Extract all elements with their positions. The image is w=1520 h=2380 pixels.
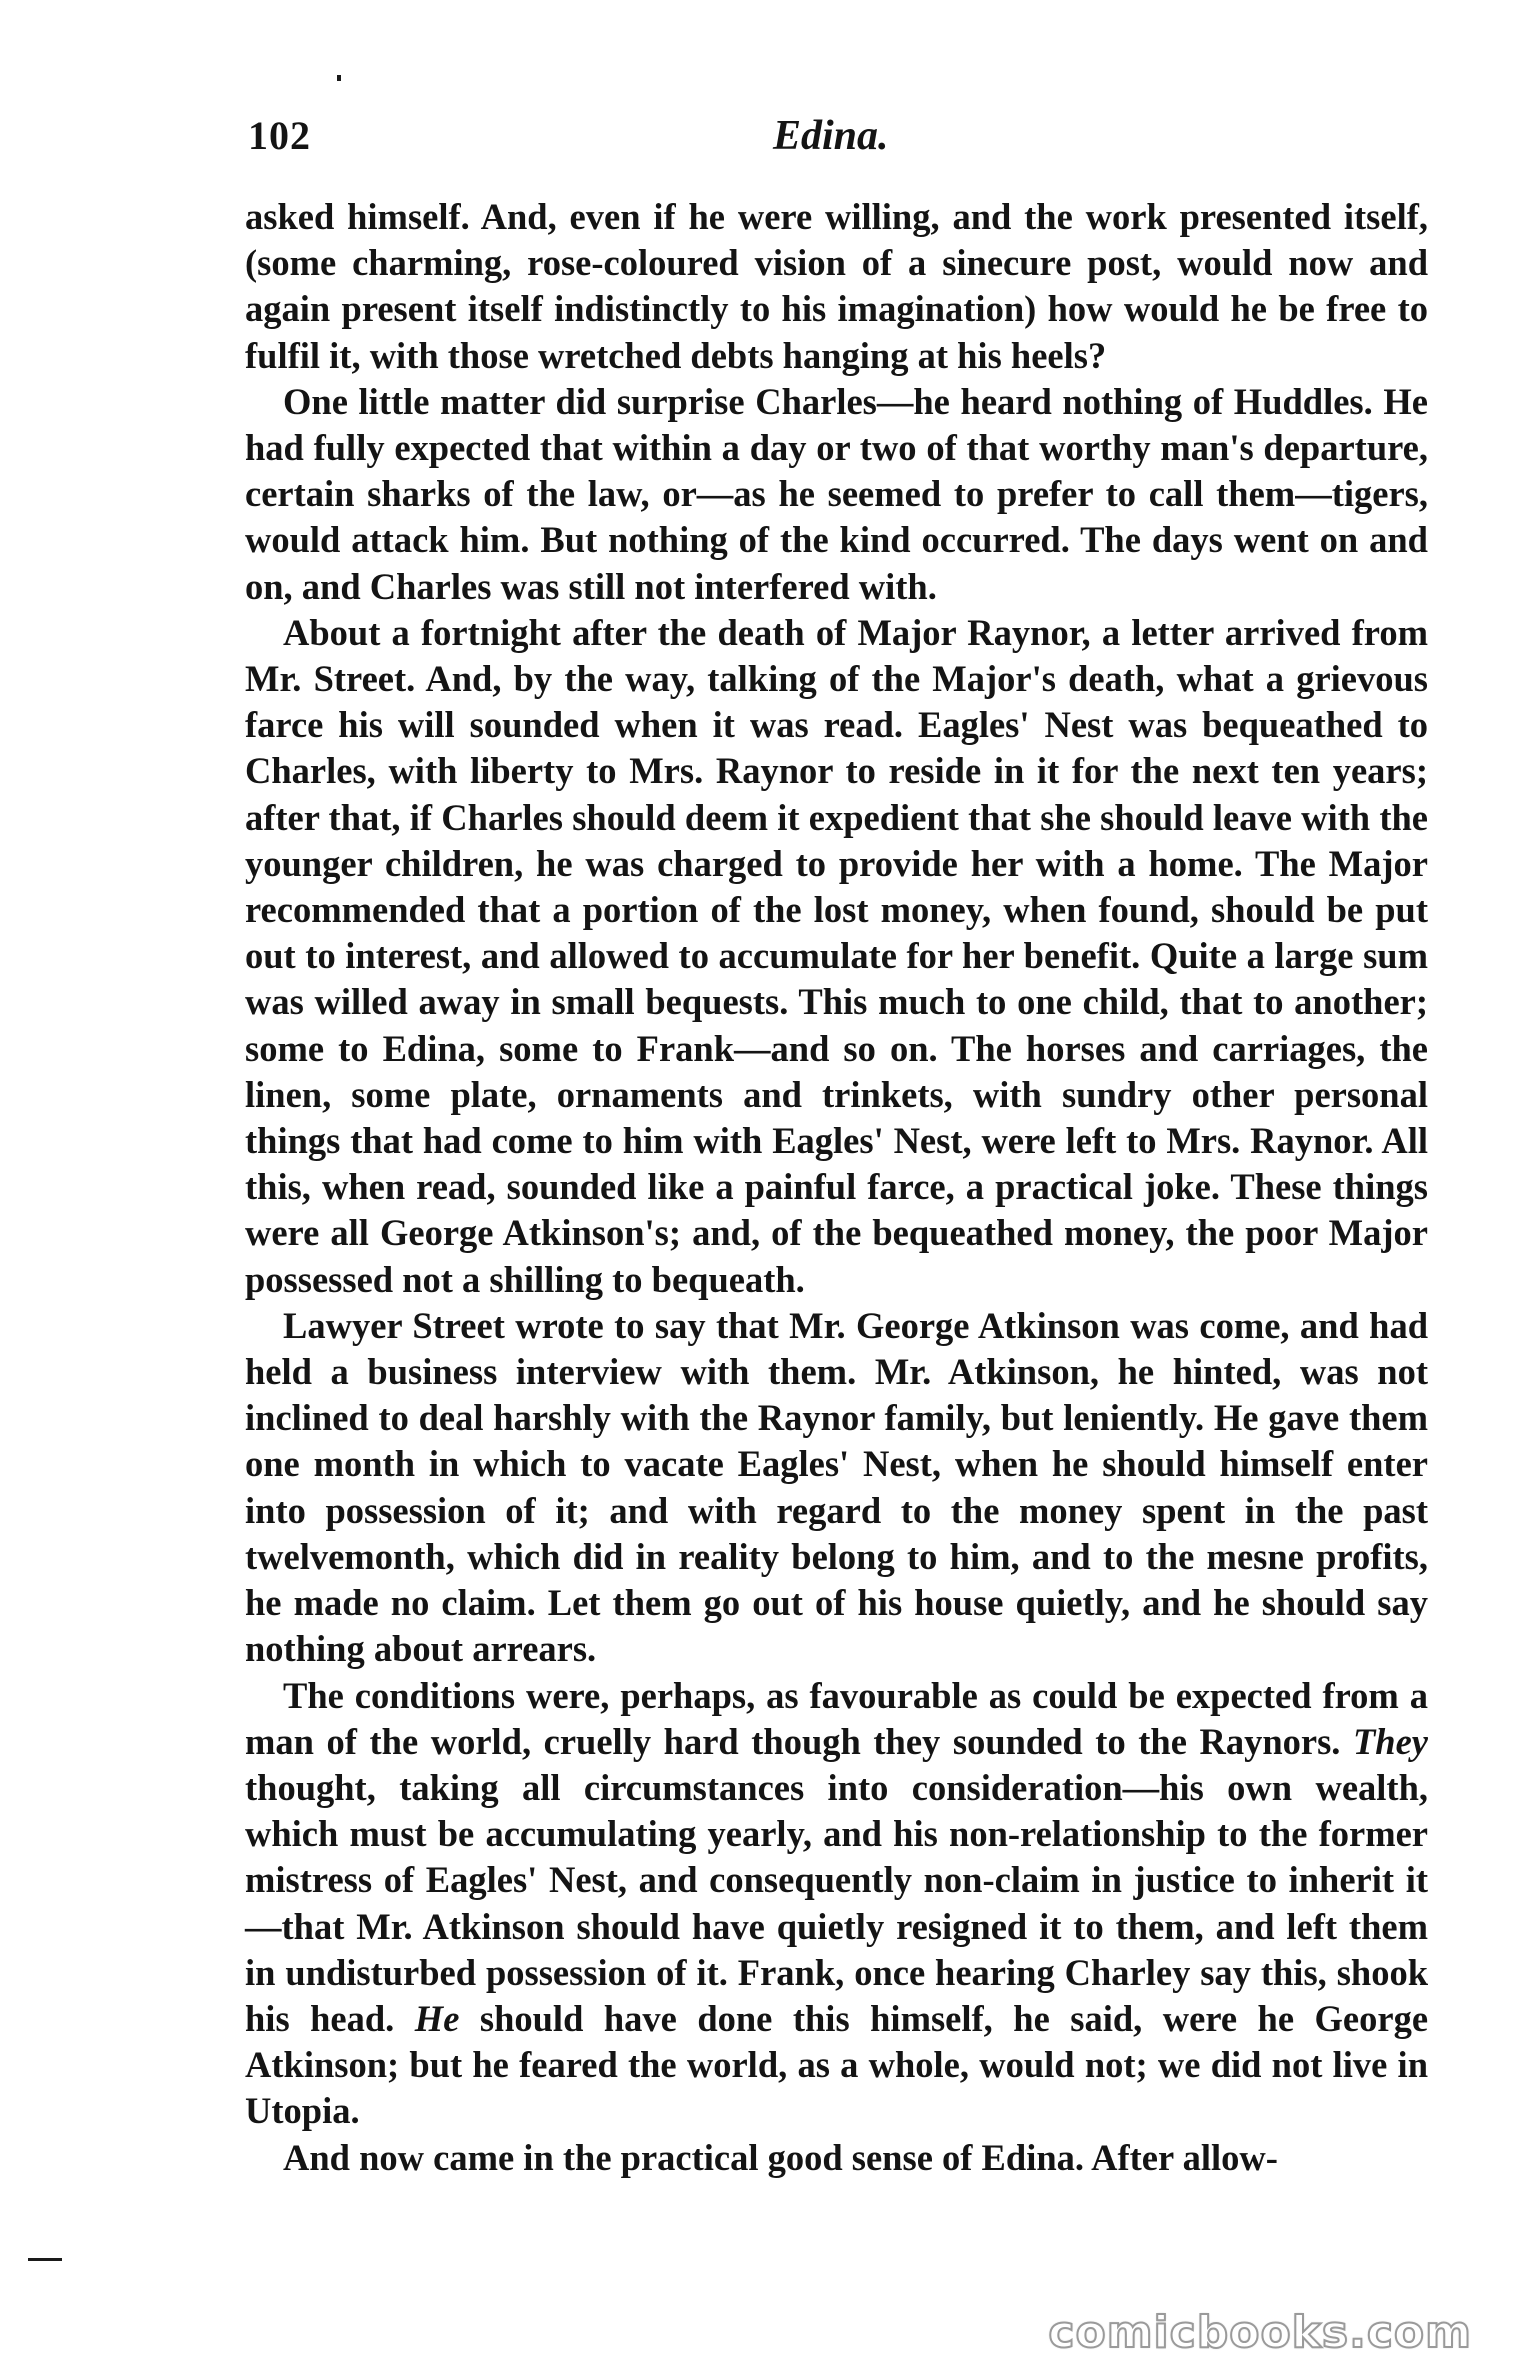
body-text — [245, 194, 1428, 2181]
running-title: Edina. — [773, 113, 889, 159]
paragraph-6: And now came in the practical good sense of Edina. After allow- — [283, 2136, 1278, 2178]
paragraph-4: Lawyer Street wrote to say that Mr. George Atkinson was come, and had held a business interview with them. Mr. Atkinson, he hinted, was not inclined to deal harshly with the Raynor family, but leniently. He gave them one month in which to vacate Eagles' Nest, when he should himself enter into possession of it; and with regard to the money spent in the past twelvemonth, which did in reality belong to him, and to the mesne profits, he made no claim. Let them go out of his house quietly, and he should say nothing about arrears. — [245, 1304, 1428, 1670]
paragraph-5-part-b: thought, taking all circumstances into consideration—his own wealth, which must be accumulating yearly, and his non-relationship to the former mistress of Eagles' Nest, and consequently non-claim in justice to inherit it—that Mr. Atkinson should have quietly resigned it to them, and left them in undisturbed possession of it. Frank, once hearing Charley say this, shook his head. — [245, 1766, 1428, 2039]
paragraph-3: About a fortnight after the death of Major Raynor, a letter arrived from Mr. Street. And, by the way, talking of the Major's death, what a grievous farce his will sounded when it was read. Eagles' Nest was bequeathed to Charles, with liberty to Mrs. Raynor to reside in it for the next ten years; after that, if Charles should deem it expedient that she should leave with the younger children, he was charged to provide her with a home. The Major recommended that a portion of the lost money, when found, should be put out to interest, and allowed to accumulate for her benefit. Quite a large sum was willed away in small bequests. This much to one child, that to another; some to Edina, some to Frank—and so on. The horses and carriages, the linen, some plate, ornaments and trinkets, with sundry other personal things that had come to him with Eagles' Nest, were left to Mrs. Raynor. All this, when read, sounded like a painful farce, a practical joke. These things were all George Atkinson's; and, of the bequeathed money, the poor Major possessed not a shilling to bequeath. — [245, 611, 1428, 1300]
emphasis-he: He — [414, 1997, 460, 2039]
emphasis-they: They — [1353, 1720, 1429, 1762]
paragraph-5-part-c: should have done this himself, he said, were he George Atkinson; but he feared the world, as a whole, would not; we did not live in Utopia. — [245, 1997, 1429, 2132]
paragraph-1: asked himself. And, even if he were willing, and the work presented itself, (some charming, rose-coloured vision of a sinecure post, would now and again present itself indistinctly to his imagination) how would he be free to fulfil it, with those wretched debts hanging at his heels? — [245, 196, 1428, 376]
margin-dash-mark — [28, 2258, 62, 2261]
watermark: comicbooks.com — [1048, 2307, 1472, 2358]
margin-dot-mark — [337, 75, 341, 81]
page-number: 102 — [248, 113, 311, 158]
paragraph-2: One little matter did surprise Charles—he heard nothing of Huddles. He had fully expected that within a day or two of that worthy man's departure, certain sharks of the law, or—as he seemed to prefer to call them—tigers, would attack him. But nothing of the kind occurred. The days went on and on, and Charles was still not interfered with. — [245, 380, 1428, 607]
paragraph-5 — [245, 1673, 1428, 2135]
paragraph-5-part-a: The conditions were, perhaps, as favourable as could be expected from a man of the world, cruelly hard though they sounded to the Raynors. — [245, 1674, 1428, 1762]
running-head — [248, 112, 1428, 168]
